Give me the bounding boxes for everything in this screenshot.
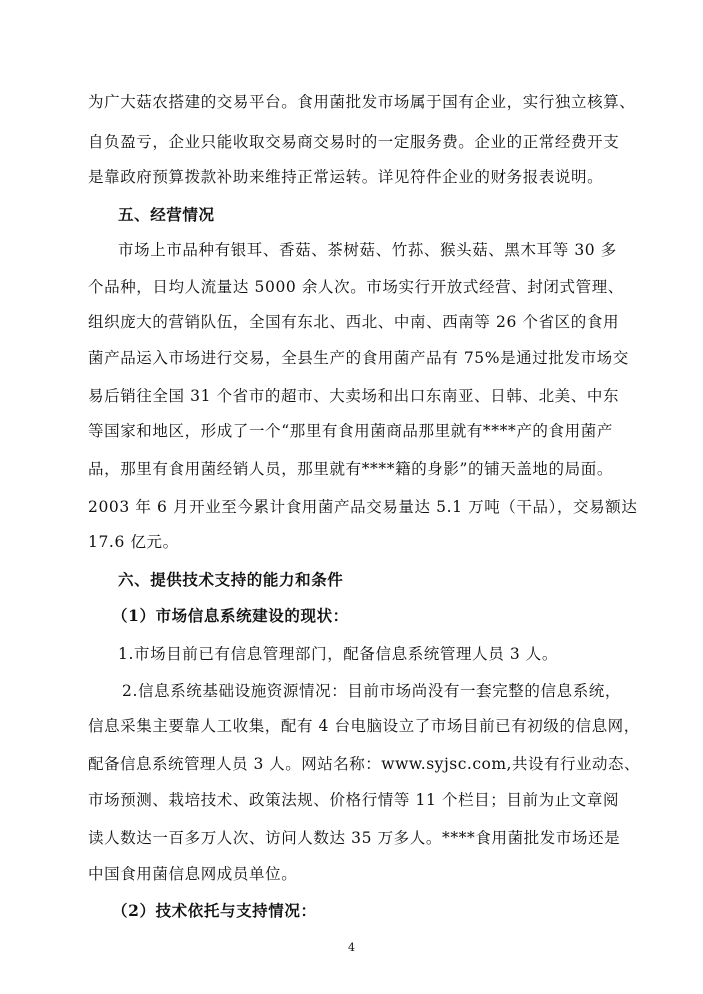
paragraph-line: 是靠政府预算拨款补助来维持正常运转。详见符件企业的财务报表说明。 (88, 168, 604, 186)
paragraph-line: 易后销往全国 31 个省市的超市、大卖场和出口东南亚、日韩、北美、中东 (88, 387, 620, 405)
paragraph-line: 17.6 亿元。 (88, 533, 179, 551)
paragraph-line: 中国食用菌信息网成员单位。 (88, 865, 298, 883)
section-heading: 五、经营情况 (118, 205, 215, 224)
paragraph-line: 信息采集主要靠人工收集，配有 4 台电脑设立了市场目前已有初级的信息网， (88, 717, 640, 735)
paragraph-line: 自负盈亏，企业只能收取交易商交易时的一定服务费。企业的正常经费开支 (88, 133, 620, 151)
page-number: 4 (348, 941, 355, 954)
paragraph-line: 个品种，日均人流量达 5000 余人次。市场实行开放式经营、封闭式管理、 (88, 278, 624, 296)
paragraph-line: 读人数达一百多万人次、访问人数达 35 万多人。****食用菌批发市场还是 (88, 829, 621, 847)
paragraph-line: 品，那里有食用菌经销人员，那里就有****籍的身影”的铺天盖地的局面。 (88, 460, 613, 478)
paragraph-line: 2.信息系统基础设施资源情况：目前市场尚没有一套完整的信息系统， (122, 682, 621, 700)
paragraph-line: 菌产品运入市场进行交易，全县生产的食用菌产品有 75%是通过批发市场交 (88, 349, 629, 367)
paragraph-line: 1.市场目前已有信息管理部门，配备信息系统管理人员 3 人。 (118, 645, 559, 663)
paragraph-line: 2003 年 6 月开业至今累计食用菌产品交易量达 5.1 万吨（干品），交易额达 (88, 498, 638, 516)
paragraph-line: 组织庞大的营销队伍，全国有东北、西北、中南、西南等 26 个省区的食用 (88, 313, 620, 331)
paragraph-line: 配备信息系统管理人员 3 人。网站名称：www.syjsc.com,共设有行业动态、 (88, 755, 641, 773)
paragraph-line: 等国家和地区，形成了一个“那里有食用菌商品那里就有****产的食用菌产 (88, 422, 613, 440)
paragraph-line: 为广大菇农搭建的交易平台。食用菌批发市场属于国有企业，实行独立核算、 (88, 93, 636, 111)
subsection-heading: （1）市场信息系统建设的现状： (112, 606, 349, 625)
subsection-heading: （2）技术依托与支持情况： (112, 901, 317, 920)
paragraph-line: 市场上市品种有银耳、香菇、茶树菇、竹荪、猴头菇、黑木耳等 30 多 (118, 241, 617, 259)
section-heading: 六、提供技术支持的能力和条件 (118, 570, 344, 589)
paragraph-line: 市场预测、栽培技术、政策法规、价格行情等 11 个栏目；目前为止文章阅 (88, 791, 620, 809)
